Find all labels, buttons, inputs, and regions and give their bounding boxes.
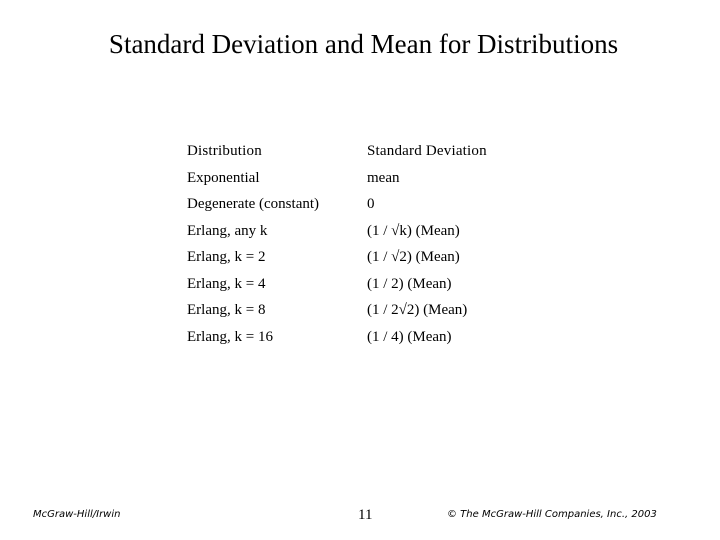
distribution-cell: Erlang, k = 2	[187, 249, 266, 265]
distribution-cell: Exponential	[187, 169, 260, 186]
std-dev-cell: (1 / √k) (Mean)	[367, 222, 460, 239]
distribution-cell: Erlang, k = 8	[187, 302, 266, 318]
std-dev-cell: mean	[367, 169, 400, 186]
page-number: 11	[358, 507, 373, 523]
std-dev-cell: (1 / 4) (Mean)	[367, 328, 452, 345]
slide-title: Standard Deviation and Mean for Distributions	[108, 29, 619, 59]
distribution-cell: Erlang, k = 4	[187, 275, 266, 292]
distribution-cell: Erlang, any k	[187, 222, 268, 239]
std-dev-cell: (1 / √2) (Mean)	[367, 249, 460, 265]
std-dev-cell: (1 / 2√2) (Mean)	[367, 302, 468, 318]
header-distribution: Distribution	[187, 143, 262, 159]
distribution-cell: Erlang, k = 16	[187, 328, 273, 345]
std-dev-cell: (1 / 2) (Mean)	[367, 275, 452, 292]
std-dev-cell: 0	[367, 196, 375, 212]
publisher-footer: McGraw-Hill/Irwin	[33, 509, 121, 520]
distribution-cell: Degenerate (constant)	[187, 196, 320, 212]
header-standard-deviation: Standard Deviation	[367, 143, 487, 159]
copyright-footer: © The McGraw-Hill Companies, Inc., 2003	[447, 509, 657, 520]
